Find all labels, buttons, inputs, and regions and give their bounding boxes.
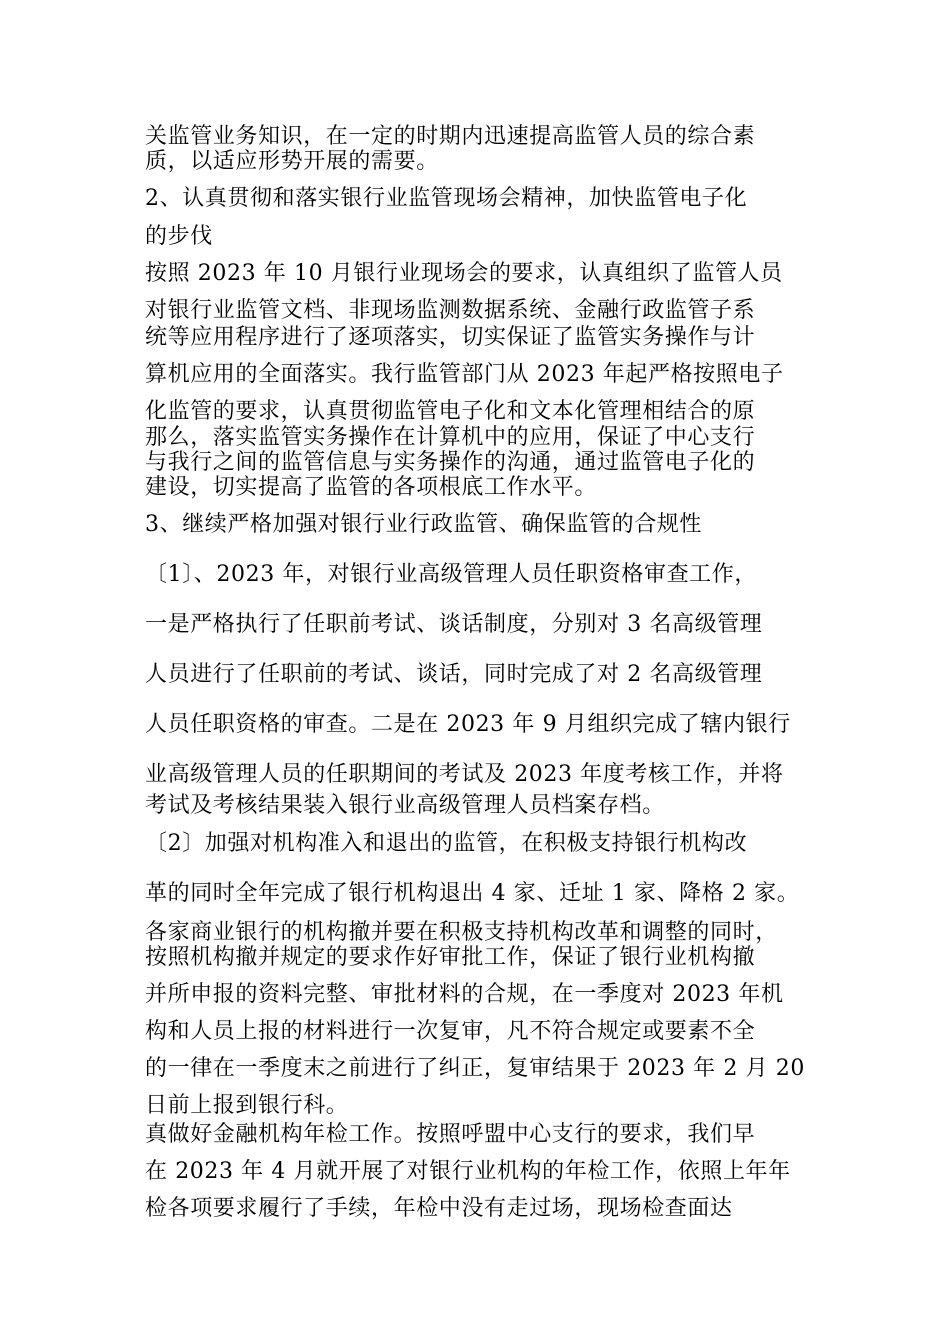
text-line: 按照机构撤并规定的要求作好审批工作，保证了银行业机构撤	[145, 945, 756, 970]
text-line: 算机应用的全面落实。我行监管部门从 2023 年起严格按照电子	[145, 362, 784, 387]
text-line: 3、继续严格加强对银行业行政监管、确保监管的合规性	[145, 512, 702, 537]
text-line: 检各项要求履行了手续，年检中没有走过场，现场检查面达	[145, 1196, 733, 1221]
text-line: 真做好金融机构年检工作。按照呼盟中心支行的要求，我们早	[145, 1122, 756, 1147]
text-line: 在 2023 年 4 月就开展了对银行业机构的年检工作，依照上年年	[145, 1159, 791, 1184]
text-line: 一是严格执行了任职前考试、谈话制度，分别对 3 名高级管理	[145, 612, 763, 637]
text-line: 〔2〕加强对机构准入和退出的监管，在积极支持银行机构改	[145, 831, 748, 856]
text-line: 化监管的要求，认真贯彻监管电子化和文本化管理相结合的原	[145, 399, 756, 424]
text-line: 统等应用程序进行了逐项落实，切实保证了监管实务操作与计	[145, 325, 756, 350]
text-line: 关监管业务知识，在一定的时期内迅速提高监管人员的综合素	[145, 124, 756, 149]
text-line: 2、认真贯彻和落实银行业监管现场会精神，加快监管电子化	[145, 186, 748, 211]
text-line: 并所申报的资料完整、审批材料的合规，在一季度对 2023 年机	[145, 982, 784, 1007]
text-line: 质，以适应形势开展的需要。	[145, 149, 439, 174]
text-line: 〔1〕、2023 年，对银行业高级管理人员任职资格审查工作，	[145, 562, 757, 587]
text-line: 对银行业监管文档、非现场监测数据系统、金融行政监管子系	[145, 298, 756, 323]
text-line: 的一律在一季度末之前进行了纠正，复审结果于 2023 年 2 月 20	[145, 1056, 805, 1081]
text-line: 与我行之间的监管信息与实务操作的沟通，通过监管电子化的	[145, 450, 756, 475]
text-line: 那么，落实监管实务操作在计算机中的应用，保证了中心支行	[145, 425, 756, 450]
text-line: 革的同时全年完成了银行机构退出 4 家、迁址 1 家、降格 2 家。	[145, 881, 800, 906]
text-line: 人员进行了任职前的考试、谈话，同时完成了对 2 名高级管理	[145, 662, 763, 687]
text-line: 按照 2023 年 10 月银行业现场会的要求，认真组织了监管人员	[145, 261, 783, 286]
text-line: 构和人员上报的材料进行一次复审，凡不符合规定或要素不全	[145, 1019, 756, 1044]
text-line: 建设，切实提高了监管的各项根底工作水平。	[145, 475, 598, 500]
text-line: 考试及考核结果装入银行业高级管理人员档案存档。	[145, 793, 665, 818]
text-line: 人员任职资格的审查。二是在 2023 年 9 月组织完成了辖内银行	[145, 712, 791, 737]
text-line: 的步伐	[145, 224, 213, 249]
text-line: 业高级管理人员的任职期间的考试及 2023 年度考核工作，并将	[145, 762, 784, 787]
text-line: 各家商业银行的机构撤并要在积极支持机构改革和调整的同时，	[145, 920, 778, 945]
text-line: 日前上报到银行科。	[145, 1093, 349, 1118]
